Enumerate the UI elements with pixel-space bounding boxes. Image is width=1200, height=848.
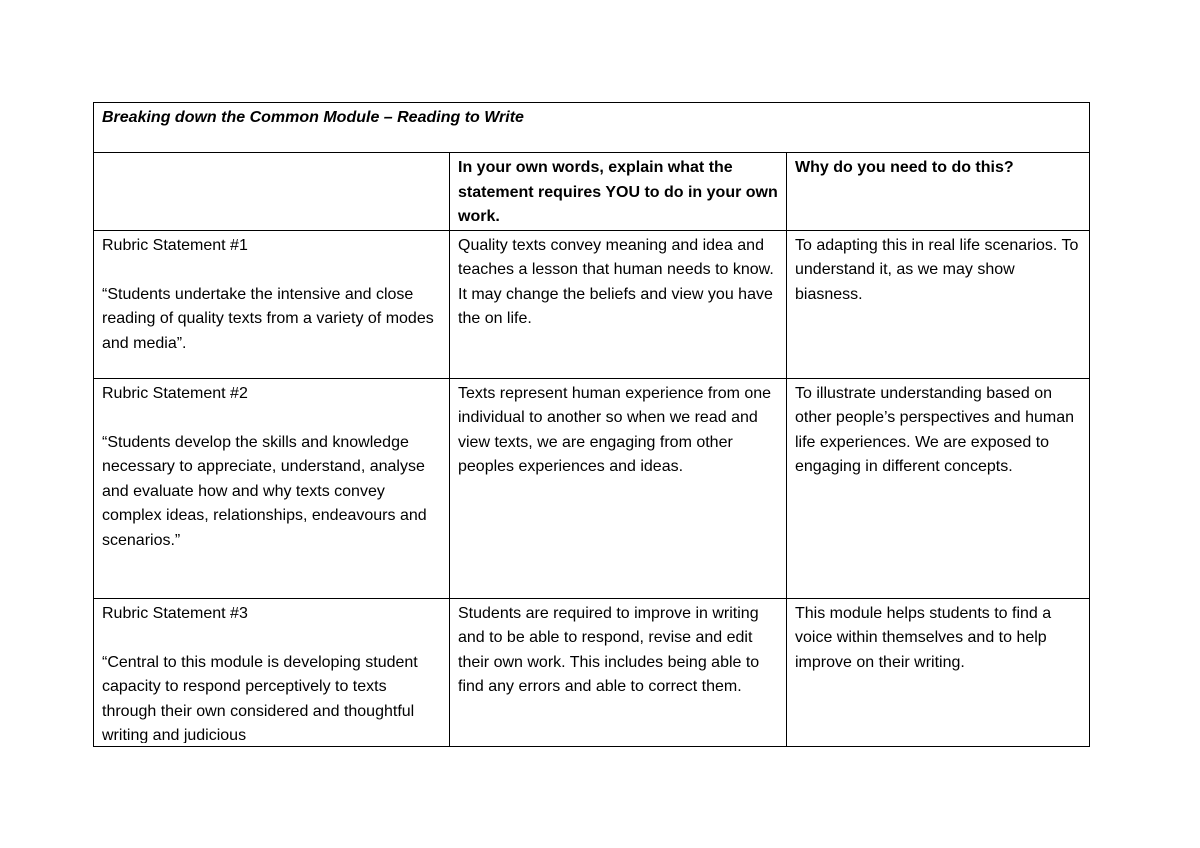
statement-cell — [94, 230, 450, 378]
statement-quote: “Students develop the skills and knowledge necessary to appreciate, understand, analyse and evaluate how and why texts convey complex ideas, relationships, endeavours and scenarios.” — [102, 433, 427, 549]
reason-text: This module helps students to find a voice within themselves and to help improve on their writing. — [795, 604, 1052, 671]
header-cell-reason — [787, 153, 1090, 231]
header-explanation: In your own words, explain what the statement requires YOU to do in your own work. — [458, 159, 778, 225]
reason-text: To adapting this in real life scenarios. To understand it, as we may show biasness. — [795, 236, 1079, 303]
statement-label: Rubric Statement #3 — [102, 604, 248, 622]
reason-cell — [787, 378, 1090, 598]
table-row — [94, 598, 1090, 746]
table-title-cell — [94, 103, 1090, 153]
reason-cell — [787, 598, 1090, 746]
header-cell-blank — [94, 153, 450, 231]
statement-cell — [94, 598, 450, 746]
statement-quote: “Students undertake the intensive and close reading of quality texts from a variety of modes and media”. — [102, 285, 434, 352]
reason-text: To illustrate understanding based on other people’s perspectives and human life experiences. We are exposed to engaging in different concepts. — [795, 384, 1074, 475]
header-cell-explanation — [450, 153, 787, 231]
table-title-row — [94, 103, 1090, 153]
explanation-cell — [450, 598, 787, 746]
table-row — [94, 378, 1090, 598]
statement-quote: “Central to this module is developing student capacity to respond perceptively to texts through their own considered and thoughtful writing and judicious — [102, 653, 418, 743]
table-header-row — [94, 153, 1090, 231]
explanation-cell — [450, 230, 787, 378]
statement-cell — [94, 378, 450, 598]
explanation-text: Quality texts convey meaning and idea and teaches a lesson that human needs to know. It may change the beliefs and view you have the on life. — [458, 236, 774, 327]
statement-clip — [102, 602, 442, 743]
header-reason: Why do you need to do this? — [795, 159, 1014, 176]
table-title: Breaking down the Common Module – Reading to Write — [102, 109, 524, 126]
reason-cell — [787, 230, 1090, 378]
explanation-text: Students are required to improve in writing and to be able to respond, revise and edit their own work. This includes being able to find any errors and able to correct them. — [458, 604, 760, 695]
explanation-text: Texts represent human experience from one individual to another so when we read and view texts, we are engaging from other peoples experiences and ideas. — [458, 384, 772, 475]
statement-label: Rubric Statement #1 — [102, 236, 248, 254]
table-row — [94, 230, 1090, 378]
common-module-table — [93, 102, 1090, 747]
explanation-cell — [450, 378, 787, 598]
statement-label: Rubric Statement #2 — [102, 384, 248, 402]
